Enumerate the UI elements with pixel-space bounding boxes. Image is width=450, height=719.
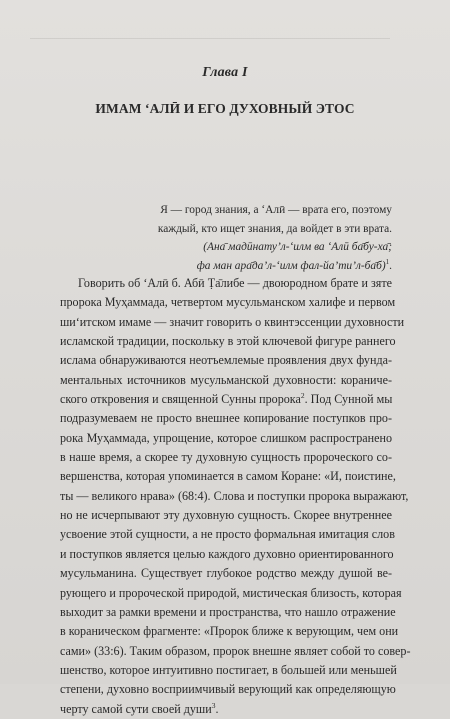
body-line: Говорить об ʻАлӣ б. Абӣ Ṭа̄либе — двоюродном брате и зяте [78,276,392,290]
body-line: но не исчерпывают эту духовную сущность. Скорее внутреннее [60,508,392,523]
chapter-label: Глава I [202,65,248,80]
body-line-text: черту самой сути своей души [60,701,212,716]
epigraph-translit-line-1: (Ана̄ мадӣнату’л-ʻилм ва ʻАлӣ ба̄бу-ха̄; [203,241,392,253]
body-line: усвоение этой сущности, а не просто формальная имитация слов [60,527,395,542]
body-line: рующего и пророческой природой, мистическая близость, которая [60,585,402,600]
epigraph-footnote-ref: 1 [385,257,390,266]
body-line-text: ского откровения и священной Сунны пророка [60,392,301,407]
body-line: рока Муҳаммада, упрощение, которое слишком распространено [60,430,392,445]
body-line: шенство, которое интуитивно постигает, в большей или меньшей [60,662,397,677]
body-line: шиʻитском имаме — значит говорить о квинтэссенции духовности [60,314,405,329]
body-line-last [60,700,392,719]
footnote-ref-2: 2 [300,391,305,401]
body-line: ислама обнаруживаются неотъемлемые проявления двух фунда- [60,353,392,368]
body-line: ты — великого нрава» (68:4). Слова и поступки пророка выражают, [60,488,409,503]
body-line: степени, духовно восприимчивый верующий как определяющую [60,682,396,697]
body-line: подразумеваем не просто внешнее копирование поступков про- [60,411,392,426]
body-text [60,274,411,719]
body-line: исламской традиции, поскольку в этой ключевой фигуре раннего [60,334,396,349]
body-line: выходит за рамки времени и пространства, что нашло отражение [60,604,396,619]
epigraph-line-1: Я — город знания, а ʻАлӣ — врата его, поэтому [160,204,392,216]
epigraph-line-2: каждый, кто ищет знания, да войдет в эти врата. [157,222,392,235]
epigraph-translit-line-2-wrap [72,257,392,276]
bleed-through-rule [30,38,390,39]
epigraph [72,201,392,275]
body-line: мусульманина. Существует глубокое родство между душой ве- [60,566,392,581]
body-line-tail: . Под Сунной мы [304,392,393,407]
body-line-with-footnote [60,390,392,409]
body-line: вершенства, которая упоминается в самом Коране: «И, поистине, [60,469,396,484]
footnote-ref-3: 3 [211,700,216,710]
body-line: и поступков является целью каждого духовно ориентированного [60,546,394,561]
chapter-title: ИМАМ ʻАЛӢ И ЕГО ДУХОВНЫЙ ЭТОС [95,101,355,116]
body-period: . [215,701,219,716]
epigraph-translit-line-2: фа ман ара̄да’л-ʻилм фал-йа’ти’л-ба̄б) [196,259,386,272]
body-line: в кораническом фрагменте: «Пророк ближе к верующим, чем они [60,624,399,639]
body-line: в наше время, а скорее ту духовную сущность пророческого со- [60,450,392,465]
epigraph-period: . [389,259,392,272]
body-line: пророка Муҳаммада, четвертом мусульманском халифе и первом [60,295,396,310]
body-line: ментальных источников мусульманской духовности: кораниче- [60,372,392,387]
body-line: сами» (33:6). Таким образом, пророк внешне являет собой то совер- [60,643,411,658]
